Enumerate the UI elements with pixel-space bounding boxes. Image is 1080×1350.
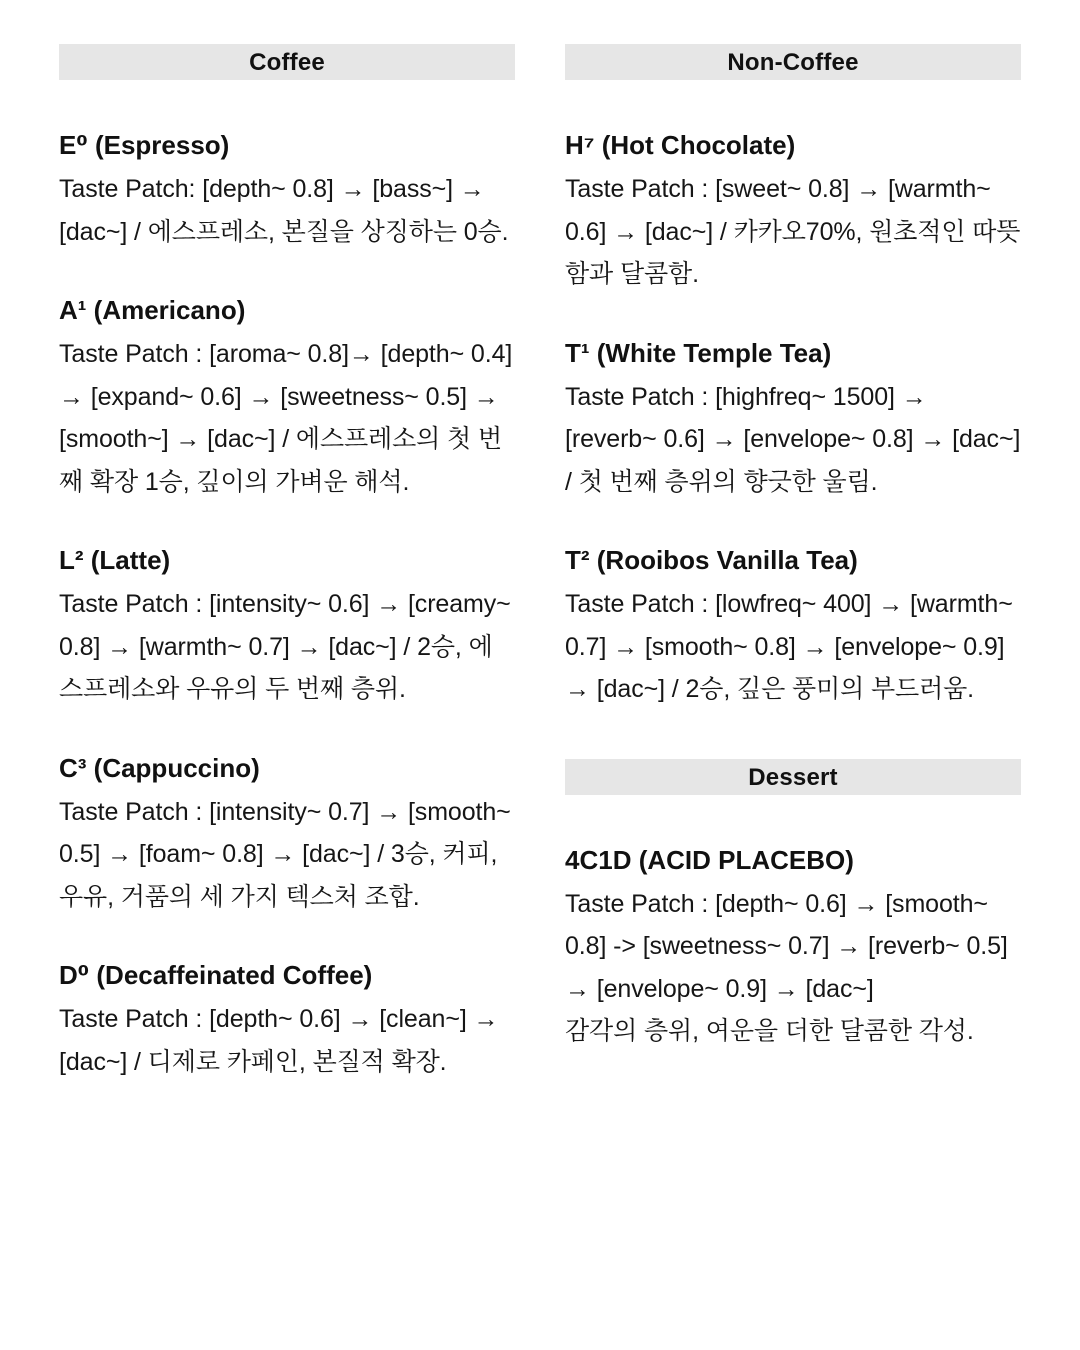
item-description: Taste Patch : [intensity~ 0.6] → [creamy~ 0.8] → [warmth~ 0.7] → [dac~] / 2승, 에스프레소와 우유의 두 번째 층위. [59,590,511,703]
menu-item-cappuccino [59,753,515,919]
item-description: Taste Patch : [highfreq~ 1500] → [reverb~ 0.6] → [envelope~ 0.8] → [dac~] / 첫 번째 층위의 향긋한 울림. [565,382,1021,496]
coffee-column [59,44,515,1125]
item-title: T² (Rooibos Vanilla Tea) [565,545,858,575]
item-description: Taste Patch : [depth~ 0.6] → [clean~] → [dac~] / 디제로 카페인, 본질적 확장. [59,1005,499,1076]
item-title: E⁰ (Espresso) [59,130,230,160]
section-header-dessert: Dessert [565,759,1021,795]
menu-item-espresso [59,130,515,253]
non-coffee-column [565,44,1021,1095]
item-title: T¹ (White Temple Tea) [565,337,832,368]
menu-item-hot-chocolate [565,130,1021,296]
item-description: Taste Patch : [sweet~ 0.8] → [warmth~ 0.6] → [dac~] / 카카오70%, 원초적인 따뜻함과 달콤함. [565,175,1021,288]
section-header-coffee: Coffee [59,44,515,80]
item-description: Taste Patch : [aroma~ 0.8]→ [depth~ 0.4] → [expand~ 0.6] → [sweetness~ 0.5] → [smooth~] → [dac~] / 에스프레소의 첫 번째 확장 1승, 깊이의 가벼운 해석. [59,340,513,496]
item-description: Taste Patch : [lowfreq~ 400] → [warmth~ 0.7] → [smooth~ 0.8] → [envelope~ 0.9] → [dac~] / 2승, 깊은 풍미의 부드러움. [565,590,1013,703]
item-description [565,883,1021,1053]
menu-item-rooibos-vanilla-tea [565,545,1021,711]
item-title: H⁷ (Hot Chocolate) [565,130,796,160]
item-description: Taste Patch: [depth~ 0.8] → [bass~] → [dac~] / 에스프레소, 본질을 상징하는 0승. [59,175,509,246]
item-title: A¹ (Americano) [59,295,246,325]
menu-item-americano [59,295,515,503]
item-title: D⁰ (Decaffeinated Coffee) [59,960,373,990]
item-description: Taste Patch : [intensity~ 0.7] → [smooth~ 0.5] → [foam~ 0.8] → [dac~] / 3승, 커피, 우유, 거품의 세 가지 텍스처 조합. [59,797,511,911]
item-title: C³ (Cappuccino) [59,752,260,783]
item-title: L² (Latte) [59,545,171,575]
item-description-line: 감각의 층위, 여운을 더한 달콤한 각성. [565,1017,974,1045]
menu-item-latte [59,545,515,711]
menu-item-decaf [59,960,515,1083]
section-header-non-coffee: Non-Coffee [565,44,1021,80]
menu-item-white-temple-tea [565,338,1021,504]
menu-item-acid-placebo [565,845,1021,1053]
item-title: 4C1D (ACID PLACEBO) [565,844,854,875]
item-description-line: Taste Patch : [depth~ 0.6] → [smooth~ 0.8] -> [sweetness~ 0.7] → [reverb~ 0.5] → [envelope~ 0.9] → [dac~] [565,889,1008,1003]
